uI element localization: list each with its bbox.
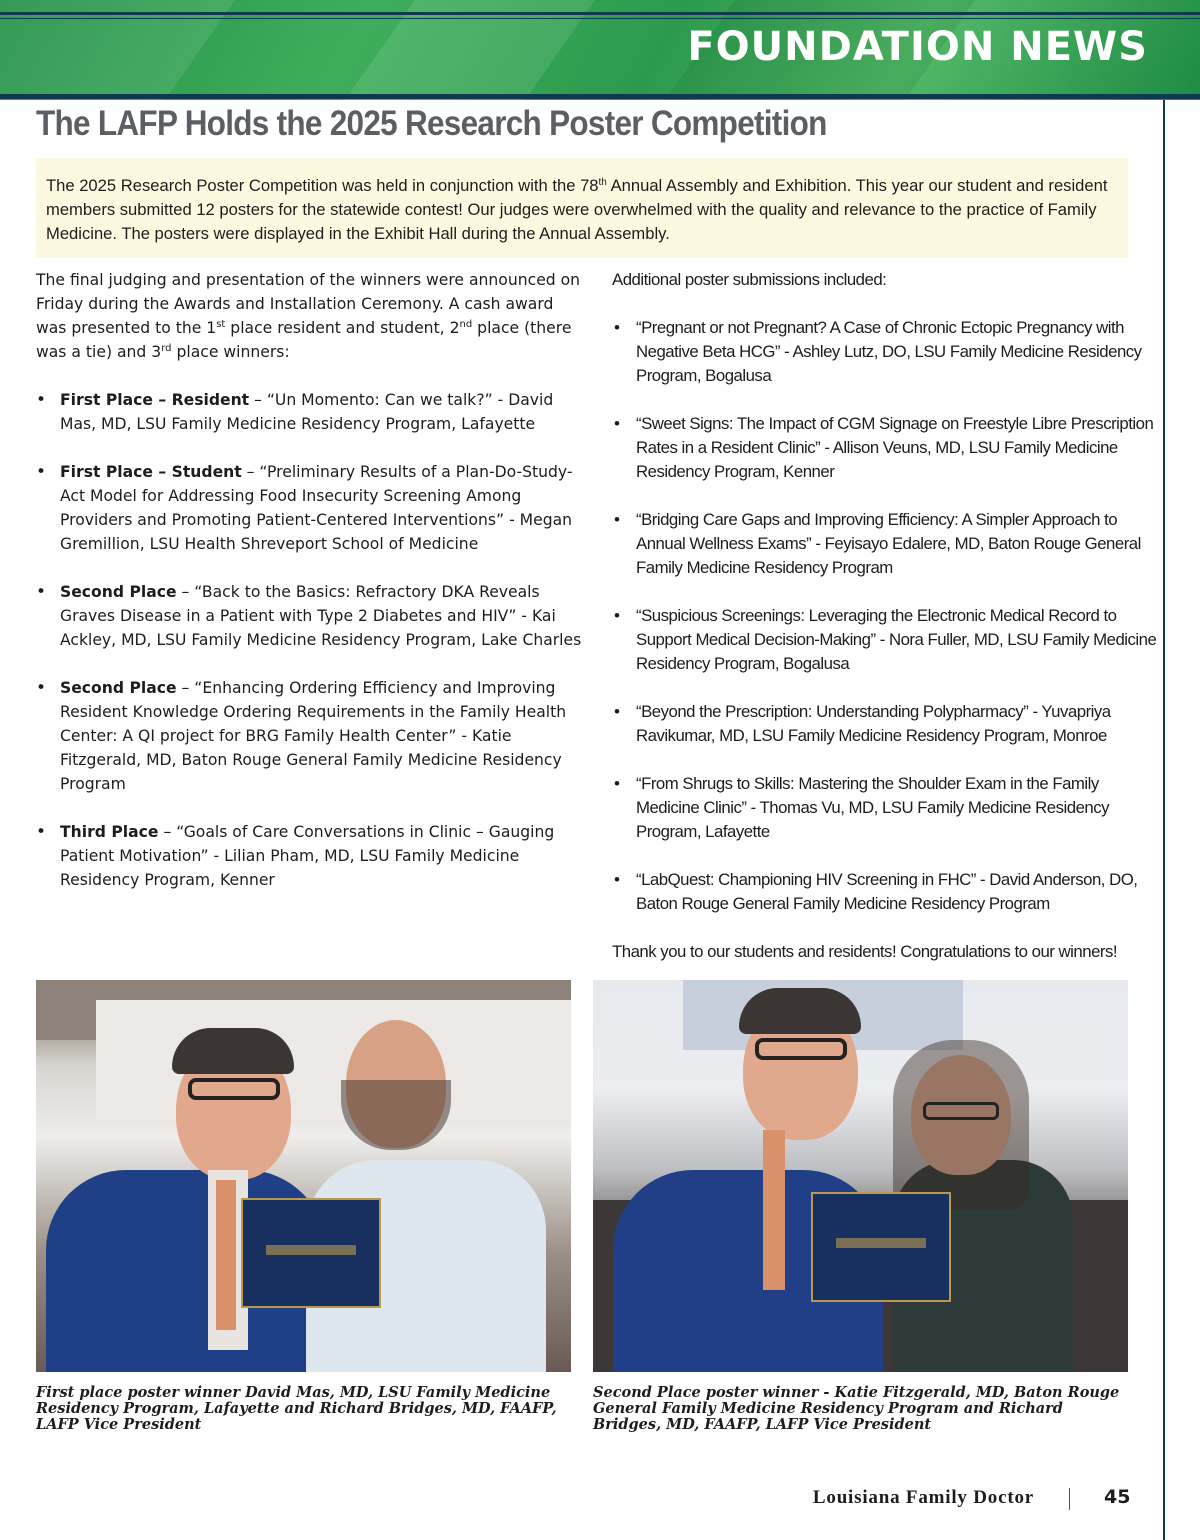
intro-text: Annual Assembly and Exhibition. This year our student and resident members submitted 12 posters for the statewide contest! Our judges were overwhelmed with the quality and relevance to the practice of Family Medicine. The posters were displayed in the Exhibit Hall during the Annual Assembly. bbox=[46, 176, 1108, 243]
eyeglasses bbox=[188, 1078, 280, 1100]
section-title: FOUNDATION NEWS bbox=[687, 24, 1148, 70]
winner-text: – “Enhancing Ordering Efficiency and Improving Resident Knowledge Ordering Requirements in the Family Health Center: A QI project for BRG Family Health Center” - Katie Fitzgerald, MD, Baton Rouge General Family Medicine Residency Program bbox=[60, 679, 567, 793]
winner-item bbox=[36, 460, 588, 556]
winner-item bbox=[36, 820, 588, 892]
submission-item: • “Bridging Care Gaps and Improving Efficiency: A Simpler Approach to Annual Wellness Exams” - Feyisayo Edalere, MD, Baton Rouge General Family Medicine Residency Program bbox=[612, 508, 1157, 580]
certificate-emblem bbox=[836, 1238, 926, 1248]
winner-item bbox=[36, 580, 588, 652]
banner-rule bbox=[0, 18, 1200, 19]
winners-list bbox=[36, 388, 588, 892]
text-run: place winners: bbox=[171, 343, 290, 361]
banner-rule bbox=[0, 94, 1200, 99]
ordinal-suffix: nd bbox=[459, 319, 473, 330]
intro-box bbox=[36, 158, 1128, 258]
submissions-list bbox=[612, 316, 1157, 916]
ordinal-suffix: rd bbox=[161, 343, 172, 354]
intro-paragraph bbox=[46, 174, 1118, 246]
winner-label: Second Place bbox=[60, 679, 177, 697]
right-column bbox=[612, 268, 1157, 964]
submission-item: • “Suspicious Screenings: Leveraging the Electronic Medical Record to Support Medical Decision-Making” - Nora Fuller, MD, LSU Family Medicine Residency Program, Bogalusa bbox=[612, 604, 1157, 676]
winner-item bbox=[36, 388, 588, 436]
person-hair bbox=[739, 988, 861, 1034]
section-banner bbox=[0, 0, 1200, 100]
page-side-rule bbox=[1163, 100, 1165, 1540]
winner-photo-2 bbox=[593, 980, 1128, 1372]
eyeglasses bbox=[923, 1102, 999, 1120]
person-beard bbox=[341, 1080, 451, 1150]
submission-item: • “From Shrugs to Skills: Mastering the Shoulder Exam in the Family Medicine Clinic” - Thomas Vu, MD, LSU Family Medicine Residency Program, Lafayette bbox=[612, 772, 1157, 844]
person-tie bbox=[216, 1180, 236, 1330]
submission-item: • “Sweet Signs: The Impact of CGM Signage on Freestyle Libre Prescription Rates in a Resident Clinic” - Allison Veuns, MD, LSU Family Medicine Residency Program, Kenner bbox=[612, 412, 1157, 484]
intro-text: The 2025 Research Poster Competition was held in conjunction with the 78 bbox=[46, 176, 599, 195]
text-run: place (there was a tie) and 3 bbox=[36, 319, 572, 361]
winner-text: – “Preliminary Results of a Plan-Do-Study-Act Model for Addressing Food Insecurity Screening Among Providers and Promoting Patient-Centered Interventions” - Megan Gremillion, LSU Health Shreveport School of Medicine bbox=[60, 463, 573, 553]
certificate-emblem bbox=[266, 1245, 356, 1255]
winner-label: First Place – Student bbox=[60, 463, 242, 481]
banner-facet bbox=[0, 0, 235, 100]
winner-label: Second Place bbox=[60, 583, 177, 601]
winner-item bbox=[36, 676, 588, 796]
photo-caption-1: First place poster winner David Mas, MD, LSU Family Medicine Residency Program, Lafayette and Richard Bridges, MD, FAAFP, LAFP Vice President bbox=[36, 1384, 557, 1433]
closing-thanks: Thank you to our students and residents! Congratulations to our winners! bbox=[612, 942, 1118, 961]
eyeglasses bbox=[755, 1038, 847, 1060]
left-column bbox=[36, 268, 588, 916]
photo-caption-2: Second Place poster winner - Katie Fitzgerald, MD, Baton Rouge General Family Medicine Residency Program and Richard Bridges, MD, FAAFP, LAFP Vice President bbox=[593, 1384, 1120, 1433]
winners-intro bbox=[36, 268, 588, 364]
winner-text: – “Back to the Basics: Refractory DKA Reveals Graves Disease in a Patient with Type 2 Diabetes and HIV” - Kai Ackley, MD, LSU Family Medicine Residency Program, Lake Charles bbox=[60, 583, 582, 649]
ordinal-suffix: th bbox=[598, 177, 607, 188]
winner-photo-1 bbox=[36, 980, 571, 1372]
ordinal-suffix: st bbox=[216, 319, 226, 330]
banner-rule bbox=[0, 12, 1200, 15]
article-title: The LAFP Holds the 2025 Research Poster Competition bbox=[36, 104, 827, 143]
footer-divider bbox=[1069, 1488, 1070, 1510]
submission-item: • “Beyond the Prescription: Understanding Polypharmacy” - Yuvapriya Ravikumar, MD, LSU Family Medicine Residency Program, Monroe bbox=[612, 700, 1157, 748]
page-number: 45 bbox=[1104, 1486, 1131, 1508]
submission-item: • “Pregnant or not Pregnant? A Case of Chronic Ectopic Pregnancy with Negative Beta HCG” - Ashley Lutz, DO, LSU Family Medicine Residency Program, Bogalusa bbox=[612, 316, 1157, 388]
person-hair bbox=[172, 1028, 294, 1074]
winner-text: – “Goals of Care Conversations in Clinic – Gauging Patient Motivation” - Lilian Pham, MD, LSU Family Medicine Residency Program, Kenner bbox=[60, 823, 555, 889]
photo-screen bbox=[96, 1000, 571, 1120]
text-run: place resident and student, 2 bbox=[225, 319, 460, 337]
winner-label: Third Place bbox=[60, 823, 159, 841]
submission-item: • “LabQuest: Championing HIV Screening in FHC” - David Anderson, DO, Baton Rouge General Family Medicine Residency Program bbox=[612, 868, 1157, 916]
person-tie bbox=[763, 1130, 785, 1290]
winner-text: – “Un Momento: Can we talk?” - David Mas, MD, LSU Family Medicine Residency Program, Lafayette bbox=[60, 391, 554, 433]
submissions-intro: Additional poster submissions included: bbox=[612, 270, 887, 289]
publication-name: Louisiana Family Doctor bbox=[812, 1487, 1034, 1508]
person-hair bbox=[893, 1040, 1029, 1210]
winner-label: First Place – Resident bbox=[60, 391, 250, 409]
banner-facet bbox=[345, 0, 595, 100]
text-run: The final judging and presentation of the winners were announced on Friday during the Awards and Installation Ceremony. A cash award was presented to the 1 bbox=[36, 271, 581, 337]
